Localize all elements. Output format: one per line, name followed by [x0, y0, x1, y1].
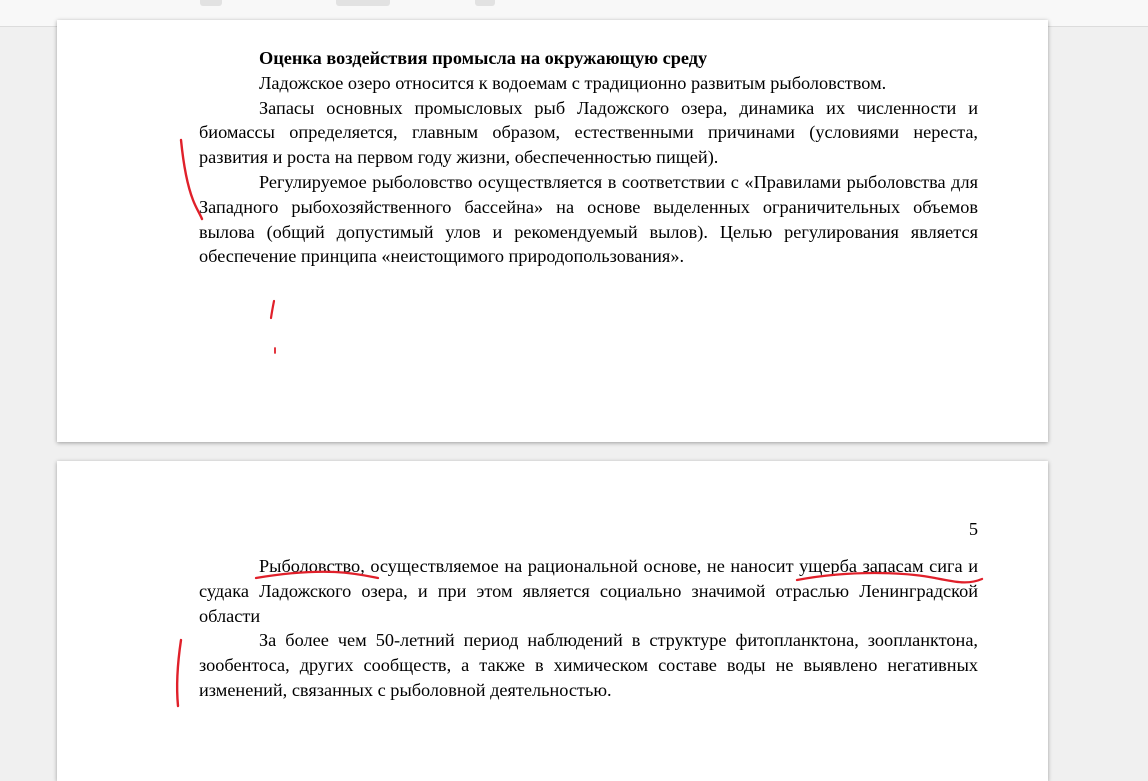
- document-page-1: [57, 20, 1048, 442]
- page-2-text: [199, 554, 978, 703]
- document-page-2: [57, 461, 1048, 781]
- page-1-text: [199, 46, 978, 269]
- toolbar-button[interactable]: [200, 0, 222, 6]
- paragraph: Рыболовство, осуществляемое на рациональной основе, не наносит ущерба запасам сига и судака Ладожского озера, и при этом является социально значимой отраслью Ленинградской области: [199, 556, 978, 626]
- paragraph: Ладожское озеро относится к водоемам с традиционно развитым рыболовством.: [259, 72, 887, 93]
- paragraph: За более чем 50-летний период наблюдений в структуре фитопланктона, зоопланктона, зообентоса, других сообществ, а также в химическом составе воды не выявлено негативных изменений, связанных с рыболовной деятельностью.: [199, 630, 978, 700]
- section-heading: Оценка воздействия промысла на окружающую среду: [259, 48, 708, 68]
- paragraph: Регулируемое рыболовство осуществляется в соответствии с «Правилами рыболовства для Западного рыбохозяйственного бассейна» на основе выделенных ограничительных объемов вылова (общий допустимый улов и рекомендуемый вылов). Целью регулирования является обеспечение принципа «неистощимого природопользования».: [199, 171, 978, 267]
- toolbar-button[interactable]: [475, 0, 495, 6]
- toolbar-field[interactable]: [336, 0, 390, 6]
- paragraph: Запасы основных промысловых рыб Ладожского озера, динамика их численности и биомассы определяется, главным образом, естественными причинами (условиями нереста, развития и роста на первом году жизни, обеспеченностью пищей).: [199, 97, 978, 168]
- page-number: 5: [968, 519, 978, 539]
